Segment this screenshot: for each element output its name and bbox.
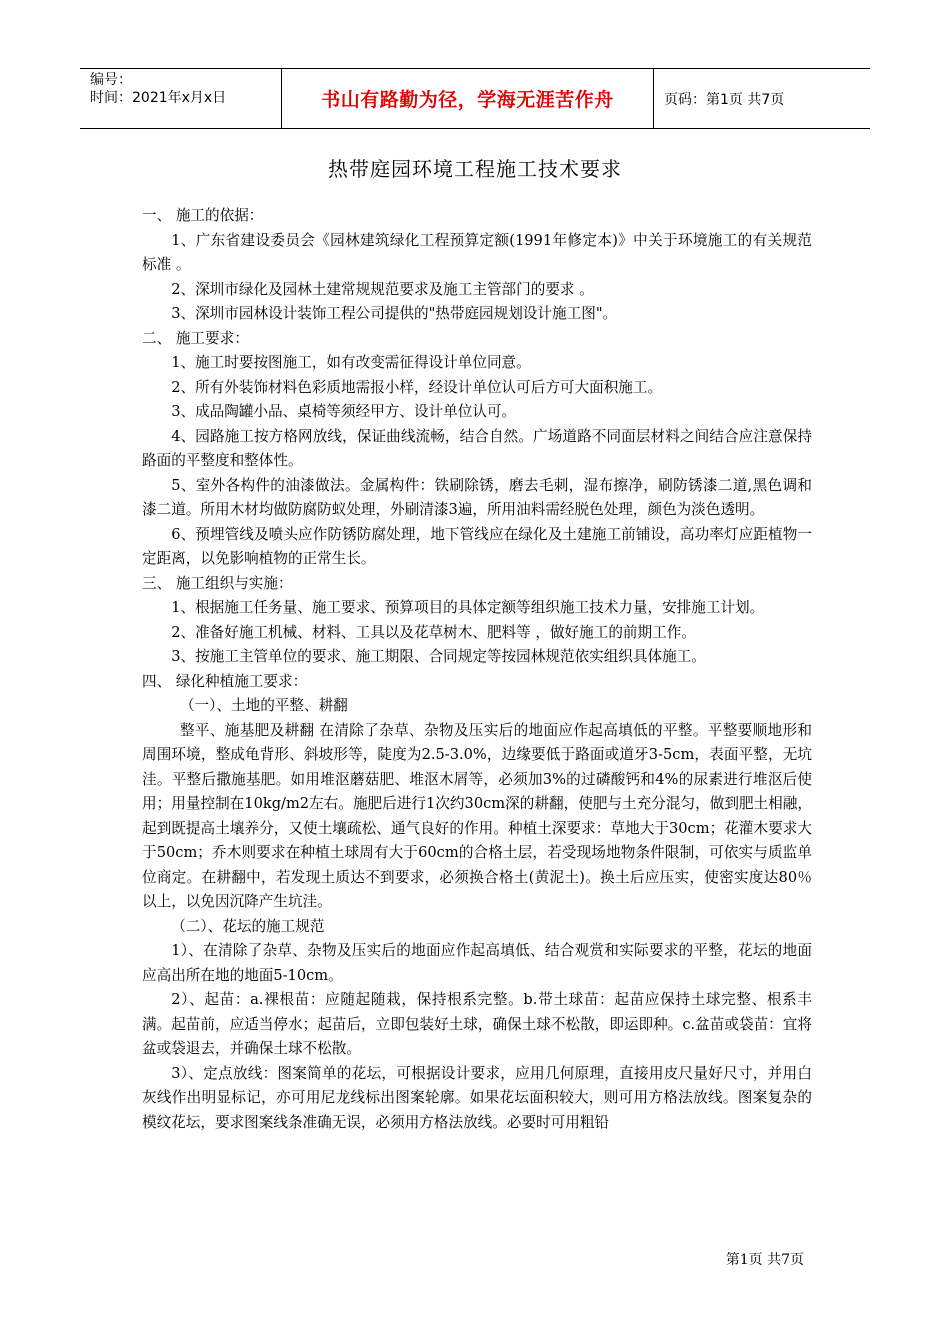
section-heading: 三、 施工组织与实施： [142,574,293,592]
paragraph: 2、准备好施工机械、材料、工具以及花草树木、肥料等 ，做好施工的前期工作。 [171,623,696,641]
header-motto: 书山有路勤为径，学海无涯苦作舟 [282,69,654,128]
paragraph: 2、深圳市绿化及园林土建常规规范要求及施工主管部门的要求 。 [171,280,594,298]
document-time: 时间：2021年x月x日 [90,90,227,106]
paragraph: 3、深圳市园林设计装饰工程公司提供的"热带庭园规划设计施工图"。 [171,305,618,322]
section-heading: 四、 绿化种植施工要求： [142,672,308,690]
header-info [80,69,282,128]
paragraph: 3、成品陶罐小品、桌椅等须经甲方、设计单位认可。 [171,403,517,420]
paragraph: （二）、花坛的施工规范 [171,917,325,935]
paragraph: （一）、土地的平整、耕翻 [179,697,348,714]
paragraph: 2）、起苗：a.裸根苗：应随起随栽，保持根系完整。b.带土球苗：起苗应保持土球完整、根系丰满。起苗前，应适当停水；起苗后，立即包装好土球，确保土球不松散，即运即种。c.盆苗或袋苗：宜将盆或袋退去，并确保土球不松散。 [142,991,812,1057]
paragraph: 6、预埋管线及喷头应作防锈防腐处理，地下管线应在绿化及土建施工前铺设，高功率灯应距植物一定距离，以免影响植物的正常生长。 [142,525,812,567]
paragraph: 整平、施基肥及耕翻 在清除了杂草、杂物及压实后的地面应作起高填低的平整。平整要顺地形和周围环境，整成龟背形、斜坡形等，陡度为2.5-3.0%，边缘要低于路面或道牙3-5cm，表面平整，无坑洼。平整后撒施基肥。如用堆沤蘑菇肥、堆沤木屑等，必须加3%的过磷酸钙和4%的尿素进行堆沤后使用；用量控制在10kg/m2左右。施肥后进行1次约30cm深的耕翻，使肥与土充分混匀，做到肥土相融，起到既提高土壤养分，又使土壤疏松、通气良好的作用。种植土深要求：草地大于30cm；花灌木要求大于50cm；乔木则要求在种植土球周有大于60cm的合格土层，若受现场地物条件限制，可依实与质监单位商定。在耕翻中，若发现土质达不到要求，必须换合格土(黄泥土)。换土后应压实，使密实度达80％以上，以免因沉降产生坑洼。 [142,721,812,910]
document-number: 编号： [90,72,132,88]
section-heading: 一、 施工的依据： [142,207,264,224]
paragraph: 3）、定点放线：图案简单的花坛，可根据设计要求，应用几何原理，直接用皮尺量好尺寸，并用白灰线作出明显标记，亦可用尼龙线标出图案轮廓。如果花坛面积较大，则可用方格法放线。图案复杂的模纹花坛，要求图案线条准确无误，必须用方格法放线。必要时可用粗铅 [142,1064,812,1131]
header-page-number: 页码：第1页 共7页 [664,91,785,108]
paragraph: 5、室外各构件的油漆做法。金属构件：铁刷除锈，磨去毛刺，湿布擦净，刷防锈漆二道,黑色调和漆二道。所用木材均做防腐防蚁处理，外刷清漆3遍，所用油料需经脱色处理，颜色为淡色透明。 [142,476,812,518]
paragraph: 1）、在清除了杂草、杂物及压实后的地面应作起高填低、结合观赏和实际要求的平整，花坛的地面应高出所在地的地面5-10cm。 [142,942,812,984]
paragraph: 2、所有外装饰材料色彩质地需报小样，经设计单位认可后方可大面积施工。 [171,378,663,396]
paragraph: 4、园路施工按方格网放线，保证曲线流畅，结合自然。广场道路不同面层材料之间结合应注意保持路面的平整度和整体性。 [142,427,812,469]
section-heading: 二、 施工要求： [142,329,249,347]
page-footer: 第1页 共7页 [725,1252,804,1268]
paragraph: 1、广东省建设委员会《园林建筑绿化工程预算定额(1991年修定本)》中关于环境施工的有关规范标准 。 [142,231,812,273]
document-body [142,204,812,1135]
document-title: 热带庭园环境工程施工技术要求 [328,157,622,181]
paragraph: 3、按施工主管单位的要求、施工期限、合同规定等按园林规范依实组织具体施工。 [171,648,706,665]
paragraph: 1、根据施工任务量、施工要求、预算项目的具体定额等组织施工技术力量，安排施工计划。 [171,599,765,616]
page-header [80,68,870,129]
paragraph: 1、施工时要按图施工，如有改变需征得设计单位同意。 [171,354,531,371]
